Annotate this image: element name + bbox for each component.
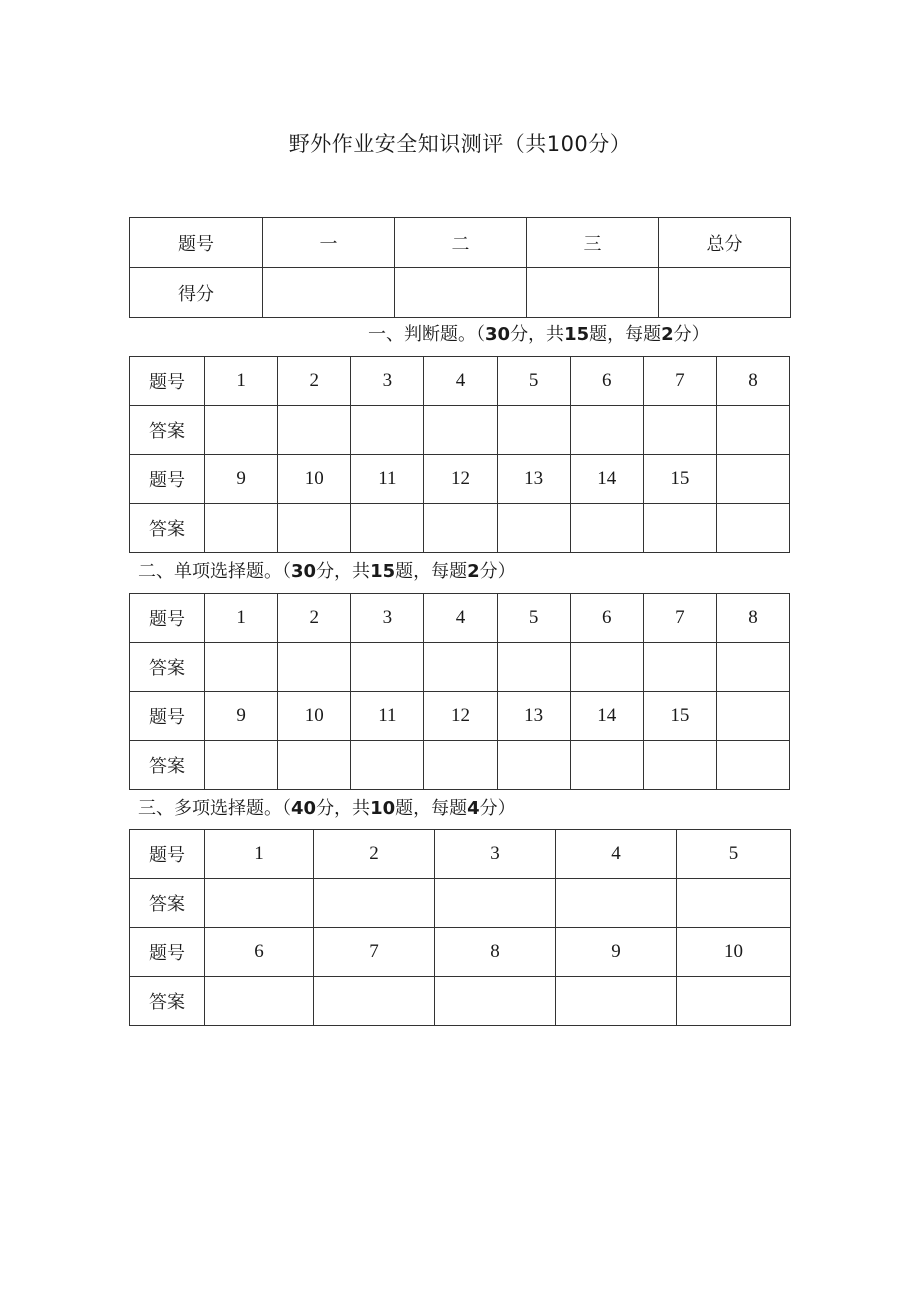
question-number-label: 题号 (130, 218, 263, 268)
section-one-heading: 一、判断题。（30分，共15题，每题2分） (368, 324, 710, 345)
question-number: 10 (677, 928, 791, 977)
section-three-heading: 三、多项选择题。（40分，共10题，每题4分） (138, 798, 516, 819)
question-number: 9 (205, 692, 278, 741)
answer-cell[interactable] (556, 977, 677, 1026)
question-number: 2 (278, 594, 351, 643)
score-cell[interactable] (659, 268, 791, 318)
answer-cell[interactable] (424, 643, 497, 692)
question-number: 7 (314, 928, 435, 977)
answer-row (130, 504, 790, 553)
question-number-row (130, 692, 790, 741)
question-number-row (130, 594, 790, 643)
question-number-label: 题号 (130, 455, 205, 504)
answer-cell[interactable] (716, 741, 789, 790)
score-cell[interactable] (395, 268, 527, 318)
question-number: 9 (556, 928, 677, 977)
answer-cell[interactable] (570, 643, 643, 692)
question-number: 13 (497, 692, 570, 741)
answer-row (130, 879, 791, 928)
question-number-row (130, 357, 790, 406)
score-cell[interactable] (527, 268, 659, 318)
question-number: 6 (570, 357, 643, 406)
answer-cell[interactable] (351, 406, 424, 455)
answer-cell[interactable] (556, 879, 677, 928)
answer-cell[interactable] (205, 406, 278, 455)
answer-cell[interactable] (643, 741, 716, 790)
total-score-header: 总分 (659, 218, 791, 268)
question-number: 10 (278, 455, 351, 504)
answer-cell[interactable] (314, 977, 435, 1026)
section-two-header: 二 (395, 218, 527, 268)
score-header-row (130, 218, 791, 268)
question-number: 4 (424, 594, 497, 643)
answer-cell[interactable] (716, 504, 789, 553)
answer-cell[interactable] (424, 406, 497, 455)
question-number: 11 (351, 692, 424, 741)
section-one-answer-table (129, 356, 790, 553)
answer-cell[interactable] (314, 879, 435, 928)
answer-cell[interactable] (278, 406, 351, 455)
question-number: 5 (497, 357, 570, 406)
answer-row (130, 406, 790, 455)
section-three-answer-table (129, 829, 791, 1026)
question-number: 9 (205, 455, 278, 504)
question-number: 3 (351, 357, 424, 406)
answer-cell[interactable] (351, 504, 424, 553)
answer-cell[interactable] (351, 643, 424, 692)
answer-cell[interactable] (435, 977, 556, 1026)
answer-row (130, 977, 791, 1026)
section-two-heading: 二、单项选择题。（30分，共15题，每题2分） (138, 561, 516, 582)
score-label: 得分 (130, 268, 263, 318)
question-number-row (130, 455, 790, 504)
question-number: 4 (424, 357, 497, 406)
answer-cell[interactable] (677, 879, 791, 928)
question-number: 6 (205, 928, 314, 977)
question-number: 15 (643, 455, 716, 504)
answer-cell[interactable] (716, 406, 789, 455)
answer-cell[interactable] (497, 741, 570, 790)
answer-cell[interactable] (677, 977, 791, 1026)
answer-row (130, 741, 790, 790)
section-three-header: 三 (527, 218, 659, 268)
answer-cell[interactable] (643, 504, 716, 553)
question-number: 1 (205, 830, 314, 879)
answer-cell[interactable] (570, 504, 643, 553)
answer-cell[interactable] (205, 879, 314, 928)
answer-label: 答案 (130, 406, 205, 455)
answer-cell[interactable] (278, 741, 351, 790)
answer-cell[interactable] (497, 504, 570, 553)
answer-label: 答案 (130, 504, 205, 553)
question-number: 1 (205, 594, 278, 643)
question-number: 4 (556, 830, 677, 879)
answer-cell[interactable] (570, 741, 643, 790)
page-title: 野外作业安全知识测评（共100分） (288, 132, 632, 156)
question-number-row (130, 928, 791, 977)
score-value-row (130, 268, 791, 318)
answer-cell[interactable] (497, 643, 570, 692)
section-one-header: 一 (263, 218, 395, 268)
question-number: 8 (716, 594, 789, 643)
question-number: 7 (643, 594, 716, 643)
question-number: 7 (643, 357, 716, 406)
question-number: 2 (314, 830, 435, 879)
question-number: 5 (677, 830, 791, 879)
answer-cell[interactable] (205, 504, 278, 553)
question-number-label: 题号 (130, 830, 205, 879)
answer-cell[interactable] (716, 643, 789, 692)
question-number: 11 (351, 455, 424, 504)
score-cell[interactable] (263, 268, 395, 318)
question-number: 12 (424, 455, 497, 504)
answer-row (130, 643, 790, 692)
answer-cell[interactable] (278, 504, 351, 553)
answer-cell[interactable] (643, 643, 716, 692)
question-number-label: 题号 (130, 594, 205, 643)
answer-label: 答案 (130, 879, 205, 928)
question-number: 1 (205, 357, 278, 406)
answer-cell[interactable] (351, 741, 424, 790)
question-number-row (130, 830, 791, 879)
question-number: 3 (351, 594, 424, 643)
answer-cell[interactable] (205, 643, 278, 692)
question-number: 3 (435, 830, 556, 879)
question-number: 5 (497, 594, 570, 643)
question-number: 6 (570, 594, 643, 643)
question-number-label: 题号 (130, 357, 205, 406)
answer-cell[interactable] (435, 879, 556, 928)
question-number: 12 (424, 692, 497, 741)
answer-label: 答案 (130, 643, 205, 692)
answer-cell[interactable] (424, 504, 497, 553)
answer-cell[interactable] (278, 643, 351, 692)
answer-cell[interactable] (497, 406, 570, 455)
question-number: 14 (570, 692, 643, 741)
score-summary-table (129, 217, 791, 318)
section-two-answer-table (129, 593, 790, 790)
question-number (716, 455, 789, 504)
answer-cell[interactable] (643, 406, 716, 455)
question-number: 2 (278, 357, 351, 406)
question-number-label: 题号 (130, 692, 205, 741)
answer-cell[interactable] (205, 741, 278, 790)
question-number: 14 (570, 455, 643, 504)
question-number: 10 (278, 692, 351, 741)
answer-label: 答案 (130, 741, 205, 790)
answer-cell[interactable] (570, 406, 643, 455)
question-number (716, 692, 789, 741)
question-number: 15 (643, 692, 716, 741)
answer-label: 答案 (130, 977, 205, 1026)
question-number: 8 (716, 357, 789, 406)
question-number: 8 (435, 928, 556, 977)
question-number: 13 (497, 455, 570, 504)
answer-cell[interactable] (205, 977, 314, 1026)
question-number-label: 题号 (130, 928, 205, 977)
answer-cell[interactable] (424, 741, 497, 790)
